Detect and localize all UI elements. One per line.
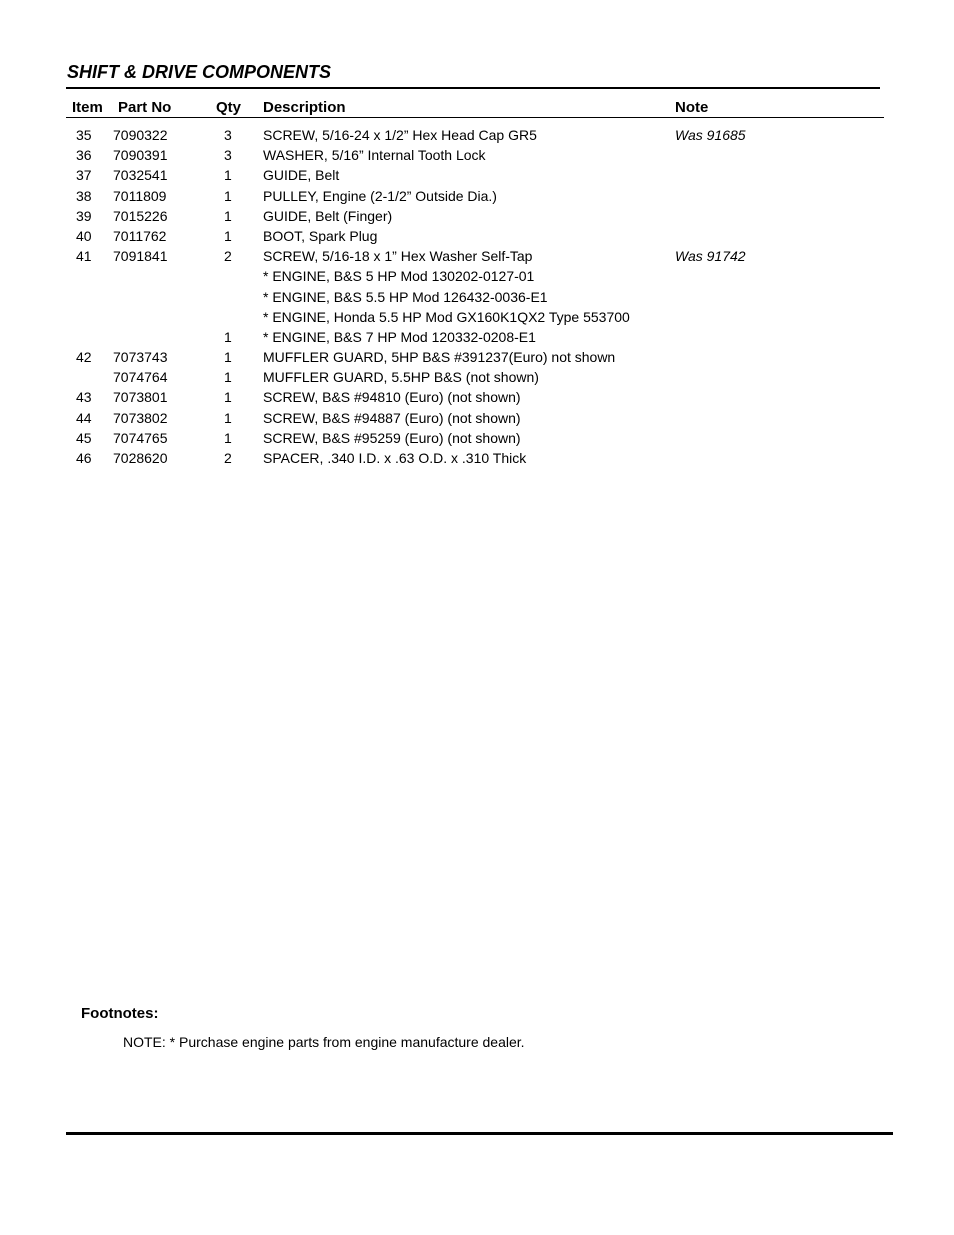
table-row [0,268,954,288]
table-row [0,410,954,430]
header-note: Note [675,99,709,116]
header-item: Item [72,99,103,116]
footnote-text: NOTE: * Purchase engine parts from engine manufacture dealer. [123,1034,525,1050]
row-item: 43 [76,389,92,406]
row-item: 39 [76,207,92,224]
row-part-no: 7074764 [113,369,168,386]
row-description: GUIDE, Belt (Finger) [263,207,393,224]
row-description: SCREW, B&S #94810 (Euro) (not shown) [263,389,521,406]
row-item: 44 [76,409,92,426]
table-row [0,228,954,248]
row-description: WASHER, 5/16” Internal Tooth Lock [263,147,486,164]
table-header [0,99,954,119]
header-description: Description [263,99,346,116]
row-part-no: 7011762 [113,227,167,244]
table-row [0,389,954,409]
table-row [0,248,954,268]
row-part-no: 7028620 [113,450,168,466]
row-part-no: 7090322 [113,127,168,143]
row-description: * ENGINE, B&S 5.5 HP Mod 126432-0036-E1 [263,288,548,305]
table-row [0,329,954,349]
row-description: BOOT, Spark Plug [263,227,378,244]
row-qty: 1 [224,429,232,446]
row-qty: 3 [224,127,232,143]
row-item: 38 [76,187,92,204]
table-row [0,127,954,147]
row-item: 42 [76,349,92,366]
table-row [0,450,954,470]
row-qty: 2 [224,248,232,265]
footnotes-title: Footnotes: [81,1005,159,1022]
header-part-no: Part No [118,99,172,116]
row-qty: 1 [224,409,232,426]
row-qty: 1 [224,389,232,406]
row-qty: 3 [224,147,232,164]
row-description: SCREW, 5/16-18 x 1” Hex Washer Self-Tap [263,248,533,265]
row-qty: 1 [224,349,232,366]
table-row [0,167,954,187]
row-qty: 1 [224,167,232,184]
row-part-no: 7090391 [113,147,168,164]
row-part-no: 7011809 [113,187,167,204]
table-row [0,349,954,369]
row-item: 37 [76,167,92,184]
row-qty: 1 [224,227,232,244]
row-item: 35 [76,127,92,143]
row-qty: 1 [224,207,232,224]
row-description: MUFFLER GUARD, 5HP B&S #391237(Euro) not shown [263,349,616,366]
row-note: Was 91742 [675,248,746,265]
row-item: 41 [76,248,92,265]
row-description: PULLEY, Engine (2-1/2” Outside Dia.) [263,187,497,204]
row-item: 40 [76,227,92,244]
row-description: MUFFLER GUARD, 5.5HP B&S (not shown) [263,369,539,386]
row-part-no: 7074765 [113,429,168,446]
row-qty: 1 [224,369,232,386]
row-part-no: 7032541 [113,167,168,184]
row-item: 45 [76,429,92,446]
parts-table [0,127,954,470]
row-item: 36 [76,147,92,164]
table-row [0,309,954,329]
row-description: SCREW, 5/16-24 x 1/2” Hex Head Cap GR5 [263,127,537,143]
table-row [0,289,954,309]
row-part-no: 7073743 [113,349,168,366]
row-qty: 1 [224,328,232,345]
row-qty: 2 [224,450,232,466]
row-description: SPACER, .340 I.D. x .63 O.D. x .310 Thick [263,450,527,466]
table-row [0,369,954,389]
row-part-no: 7091841 [113,248,168,265]
row-part-no: 7073801 [113,389,168,406]
header-qty: Qty [216,99,242,116]
title-divider [66,87,880,89]
table-row [0,188,954,208]
row-part-no: 7015226 [113,207,168,224]
footer-divider [66,1132,893,1135]
row-description: * ENGINE, B&S 7 HP Mod 120332-0208-E1 [263,328,536,345]
row-part-no: 7073802 [113,409,168,426]
header-divider [66,117,884,118]
row-description: * ENGINE, B&S 5 HP Mod 130202-0127-01 [263,268,535,285]
row-description: * ENGINE, Honda 5.5 HP Mod GX160K1QX2 Type 553700 [263,308,630,325]
row-description: GUIDE, Belt [263,167,340,184]
row-item: 46 [76,450,92,466]
row-qty: 1 [224,187,232,204]
row-note: Was 91685 [675,127,746,143]
page-title: SHIFT & DRIVE COMPONENTS [67,62,332,82]
table-row [0,208,954,228]
row-description: SCREW, B&S #95259 (Euro) (not shown) [263,429,521,446]
row-description: SCREW, B&S #94887 (Euro) (not shown) [263,409,521,426]
table-row [0,147,954,167]
table-row [0,430,954,450]
